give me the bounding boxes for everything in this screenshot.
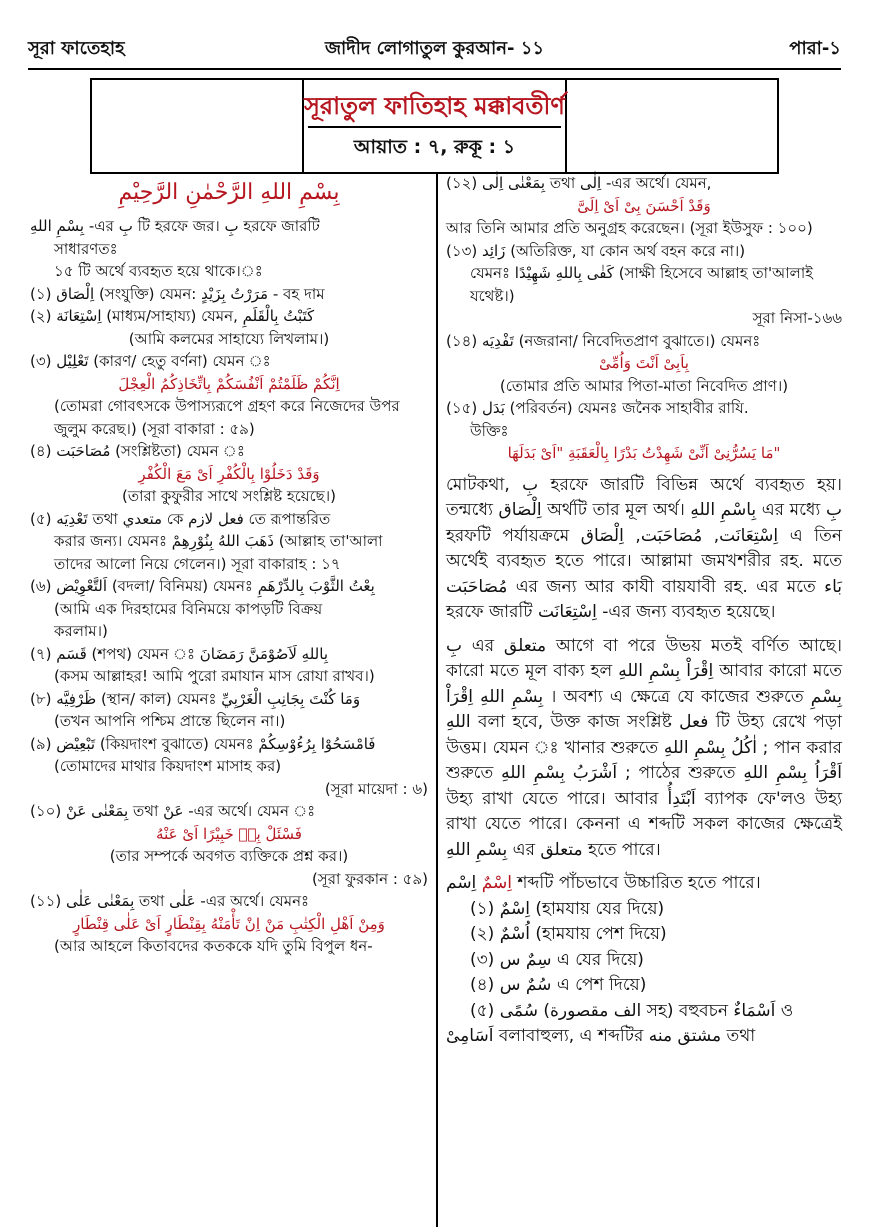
list-item: (৫) تَعْدِيَه তথা متعدي কে فعل لازم তে রূপান্তরিত [30,509,331,528]
list-item: (২) اُسْمٌ (হামযায় পেশ দিয়ে) [470,924,667,944]
list-item: (৯) تَبْعِيْض (কিয়দাংশ বুঝাতে) যেমনঃ فَامْسَحُوْا بِرُءُوْسِكُمْ [30,734,376,753]
translation-line: (আমি কলমের সাহায্যে লিখলাম।) [128,329,330,348]
list-item: (১৫) بَدَل (পরিবর্তন) যেমনঃ জনৈক সাহাবীর রাযি. [446,399,749,417]
list-item: (৮) ظَرْفِيَّه (স্থান/ কাল) যেমনঃ وَمَا كُنْتَ بِجَانِبِ الْغَرْبِيِّ [30,689,361,708]
right-column [446,172,842,1050]
list-item: (২) اِسْتِعَانَة (মাধ্যম/সাহায্য) যেমন, كَتَبْتُ بِالْقَلَمِ [30,307,315,325]
header-rule [28,68,841,70]
list-item: (১) اِسْمٌ (হামযায় যের দিয়ে) [470,898,665,919]
reference-line: (সূরা মায়েদা : ৬) [324,779,428,798]
text-line: بِسْمِ اللهِ -এর بِ টি হরফে জর। بِ হরফে জারটি [30,217,320,235]
explanation-paragraph: মোটকথা, بِ হরফে জারটি বিভিন্ন অর্থে ব্যবহৃত হয়। তন্মধ্যে اِلْصَاق অর্থটি তার মূল অর্থ। بِاسْمِ اللهِ এর মধ্যে بِ হরফটি পর্যায়ক্রমে اِسْتِعَانَت, مُصَاحَبَت, اِلْصَاق এ তিন অর্থেই ব্যবহৃত হতে পারে। আল্লামা জমখশরীর রহ. মতে مُصَاحَبَت এর জন্য আর কাযী বায়যাবী রহ. এর মতে بَاء হরফে জারটি اِسْتِعَانَت -এর জন্য ব্যবহৃত হয়েছে। [446,474,842,622]
ism-heading [446,871,842,897]
list-item: (১০) بِمَعْنٰى عَنْ তথা عَنْ -এর অর্থে। যেমন ঃ [30,802,316,820]
list-item: (১২) بِمَعْنٰى اِلٰى তথা اِلٰى -এর অর্থে। যেমন, [446,174,712,192]
translation-line: (তখন আপনি পশ্চিম প্রান্তে ছিলেন না।) [54,712,286,730]
reference-line: (সূরা ফুরকান : ৫৯) [311,869,428,888]
list-item: (৬) اَلتَّعْوِيْض (বদলা/ বিনিময়) যেমনঃ بِعْتُ الثَّوْبَ بِالدِّرْهَمِ [30,577,375,595]
explanation-paragraph: بِ এর متعلق আগে বা পরে উভয় মতই বর্ণিত আছে। কারো মতে মূল বাক্য হল اِقْرَاْ بِسْمِ اللهِ আবার কারো মতে بِسْمِ اللهِ اِقْرَاْ । অবশ্য এ ক্ষেত্রে যে কাজের শুরুতে بِسْمِ اللهِ বলা হবে, উক্ত কাজ সংশ্লিষ্ট فعل টি উহ্য রেখে পড়া উত্তম। যেমন ঃ খানার শুরুতে اٰكُلُ بِسْمِ اللهِ ; পান করার শুরুতে اَشْرَبُ بِسْمِ اللهِ ; পাঠের শুরুতে اَقْرَاُ بِسْمِ اللهِ উহ্য রাখা যেতে পারে। আবার اَبْتَدِأُ ব্যাপক ফে'লও উহ্য রাখা যেতে পারে। কেননা এ শব্দটি সকল কাজের ক্ষেত্রেই بِسْمِ اللهِ এর متعلق হতে পারে। [446,635,843,860]
translation-line: আর তিনি আমার প্রতি অনুগ্রহ করেছেন। (সূরা ইউসুফ : ১০০) [446,219,813,237]
header-surah-name: সূরা ফাতেহাহ [28,38,125,59]
header-book-title: জাদীদ লোগাতুল কুরআন- ১১ [324,38,545,59]
list-item: (১) اِلْصَاق (সংযুক্তি) যেমন: مَرَرْتُ بِزَيْدٍ - বহ দাম [30,284,325,303]
bismillah: بِسْمِ اللهِ الرَّحْمٰنِ الرَّحِيْمِ [118,180,340,205]
surah-title-box [90,78,779,174]
text-line: করার জন্য। যেমনঃ ذَهَبَ اللهُ بِنُوْرِهِمْ (আল্লাহ তা'আলা [54,532,383,550]
translation-line: যেমনঃ كَفٰى بِاللهِ شَهِيْدًا (সাক্ষী হিসেবে আল্লাহ তা'আলাই [470,264,813,282]
surah-ayah-ruku: আয়াত : ৭, রুকূ : ১ [353,136,516,158]
arabic-example: وَقَدْ اَحْسَنَ بِىْ اَىْ اِلَىَّ [577,196,711,215]
translation-line: (তারা কুফুরীর সাথে সংশ্লিষ্ট হয়েছে।) [122,487,336,505]
arabic-example: مَا يَسُرُّنِىْ اَنِّىْ شَهِدْتُ بَدْرًا بِالْعَقَبَةِ "اَىْ بَدَلَهَا" [507,444,781,462]
translation-line: (তোমরা গোবৎসকে উপাস্যরূপে গ্রহণ করে নিজেদের উপর [54,397,400,415]
translation-line: (তোমাদের মাথার কিয়দাংশ মাসাহ কর) [54,757,282,775]
text-line: ১৫ টি অর্থে ব্যবহৃত হয়ে থাকে।ঃ [54,262,263,280]
page-header [28,34,841,64]
list-item: (১১) بِمَعْنٰى عَلٰى তথা عَلٰى -এর অর্থে। যেমনঃ [30,892,310,910]
arabic-example: اِنَّكُمْ ظَلَمْتُمْ اَنْفُسَكُمْ بِاتِّخَاذِكُمُ الْعِجْلَ [118,374,340,393]
column-separator [436,172,438,1227]
list-item: (৩) تَعْلِيْل (কারণ/ হেতু বর্ণনা) যেমন ঃ [30,352,271,370]
reference-line: সূরা নিসা-১৬৬ [752,309,842,327]
list-item: (৫) سُمًى (الف مقصورة সহ) বহুবচন اَسْمَاءٌ ও [470,1000,794,1021]
text-line: উক্তিঃ [470,421,509,440]
arabic-example: فَسْئَلْ بِهٖ خَبِيْرًا اَىْ عَنْهُ [156,824,302,843]
arabic-example: وَقَدْ دَخَلُوْا بِالْكُفْرِ اَىْ مَعَ الْكُفْرِ [138,464,320,483]
list-item: (৪) مُصَاحَبَت (সংশ্লিষ্টতা) যেমন ঃ [30,442,245,460]
title-box-separator [308,126,561,128]
translation-line: (কসম আল্লাহর! আমি পুরো রমাযান মাস রোযা রাখব।) [54,667,375,685]
translation-line: করলাম।) [54,622,108,640]
ism-heading-arabic: اِسْمٌ [481,873,512,893]
translation-line: জুলুম করেছ।) (সূরা বাকারা : ৫৯) [54,419,255,438]
ism-heading-text: اِسْم শব্দটি পাঁচভাবে উচ্চারিত হতে পারে। [446,873,761,893]
list-item: (৩) سِمٌ س এ যের দিয়ে) [470,949,644,970]
translation-line: (তোমার প্রতি আমার পিতা-মাতা নিবেদিত প্রাণ।) [499,376,789,395]
list-item: (৪) سُمٌ س এ পেশ দিয়ে) [470,975,647,995]
translation-line: (আমি এক দিরহামের বিনিময়ে কাপড়টি বিক্রয় [54,599,323,618]
list-item: (১৩) زَائِد (অতিরিক্ত, যা কোন অর্থ বহন করে না।) [446,241,746,260]
arabic-example: وَمِنْ اَهْلِ الْكِتٰبِ مَنْ اِنْ تَأْمَنْهُ بِقِنْطَارٍ اَىْ عَلٰى قِنْطَارٍ [73,914,385,933]
text-line: اَسَامِىْ বলাবাহুল্য, এ শব্দটির مشتق منه তথা [446,1026,756,1046]
list-item: (৭) قَسَم (শপথ) যেমন ঃ بِاللهِ لَاَصُوْمَنَّ رَمَضَانَ [30,644,328,663]
translation-line: (আর আহলে কিতাবদের কতককে যদি তুমি বিপুল ধন- [54,937,373,955]
text-line: সাধারণতঃ [54,239,118,258]
list-item: (১৪) تَفْدِيَه (নজরানা/ নিবেদিতপ্রাণ বুঝাতে।) যেমনঃ [446,331,761,350]
translation-line: (তার সম্পর্কে অবগত ব্যক্তিকে প্রশ্ন কর।) [109,847,349,865]
left-column [30,172,428,958]
text-line: তাদের আলো নিয়ে গেলেন।) সূরা বাকারাহ : ১৭ [54,554,341,573]
header-para: পারা-১ [789,38,841,59]
translation-line: যথেষ্ট।) [470,286,515,305]
surah-title: সূরাতুল ফাতিহাহ মক্কাবতীর্ণ [304,92,565,120]
arabic-example: بِاَبِىْ اَنْتَ وَاُمِّىْ [599,354,689,372]
